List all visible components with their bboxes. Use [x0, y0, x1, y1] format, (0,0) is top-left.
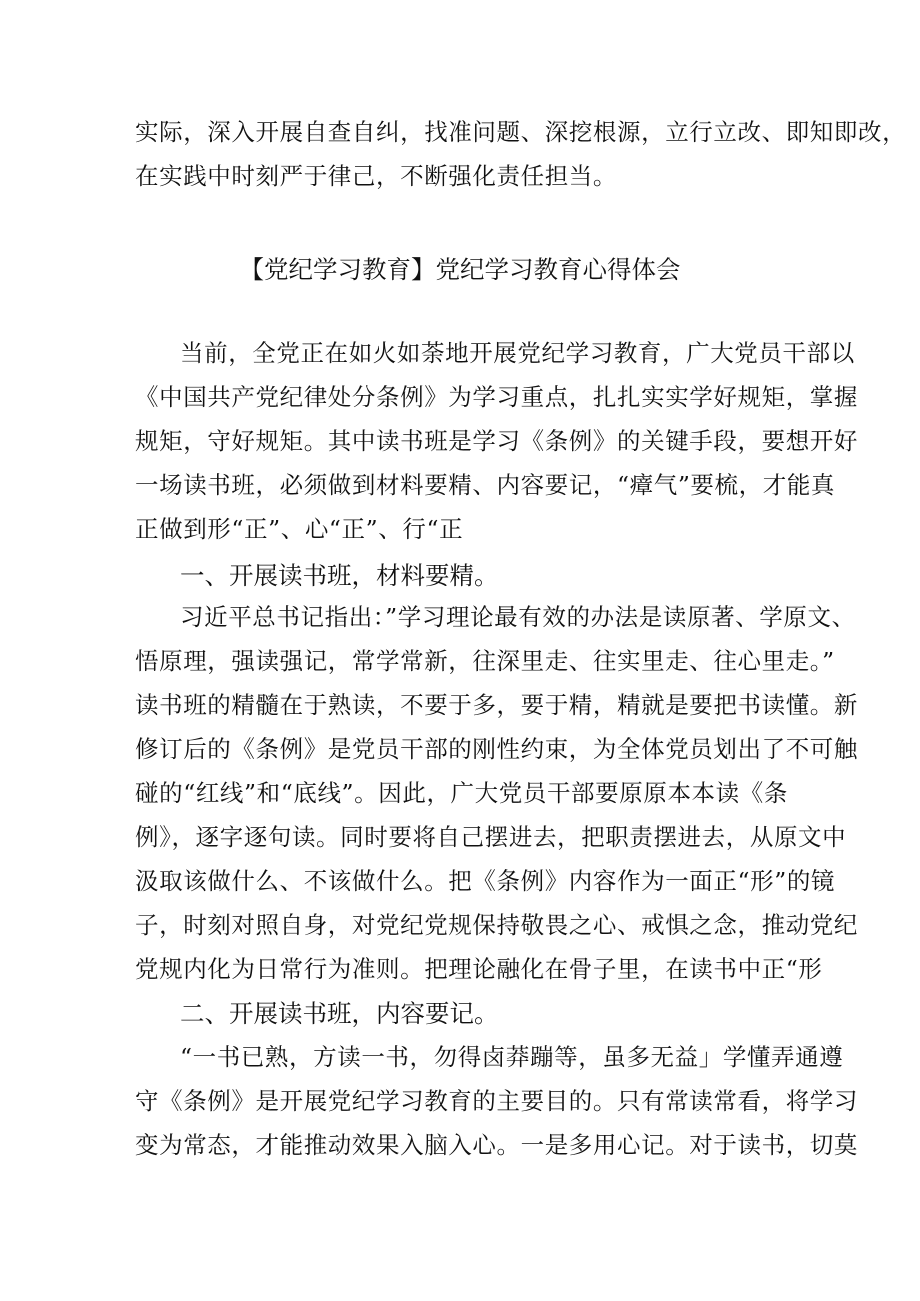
paragraph-line: 例》，逐字逐句读。同时要将自己摆进去，把职责摆进去，从原文中: [135, 823, 847, 851]
paragraph-line: 悟原理，强读强记，常学常新，往深里走、往实里走、往心里走。”: [135, 647, 835, 675]
paragraph-line: 子，时刻对照自身，对党纪党规保持敬畏之心、戒惧之念，推动党纪: [135, 911, 858, 939]
intro-line: 在实践中时刻严于律己，不断强化责任担当。: [135, 162, 617, 190]
paragraph-line: 当前，全党正在如火如荼地开展党纪学习教育，广大党员干部以: [180, 339, 855, 367]
paragraph-line: 修订后的《条例》是党员干部的刚性约束，为全体党员划出了不可触: [135, 735, 858, 763]
section-heading: 二、开展读书班，内容要记。: [180, 999, 499, 1028]
paragraph-line: 变为常态，才能推动效果入脑入心。一是多用心记。对于读书，切莫: [135, 1131, 858, 1159]
paragraph-line: 习近平总书记指出：”学习理论最有效的办法是读原著、学原文、: [180, 603, 856, 631]
paragraph-line: 《中国共产党纪律处分条例》为学习重点，扎扎实实学好规矩，掌握: [135, 383, 858, 411]
article-title: 【党纪学习教育】党纪学习教育心得体会: [239, 255, 681, 284]
paragraph-line: 碰的“红线”和“底线”。因此，广大党员干部要原原本本读《条: [135, 779, 788, 807]
paragraph-line: 规矩，守好规矩。其中读书班是学习《条例》的关键手段，要想开好: [135, 427, 858, 455]
paragraph-line: “一书已熟，方读一书，勿得卤莽蹦等，虽多无益」学懂弄通遵: [180, 1043, 844, 1071]
intro-line: 实际，深入开展自查自纠，找准问题、深挖根源，立行立改、即知即改，: [135, 118, 907, 146]
paragraph-line: 一场读书班，必须做到材料要精、内容要记，“瘴气”要梳，才能真: [135, 471, 836, 499]
paragraph-line: 读书班的精髓在于熟读，不要于多，要于精，精就是要把书读懂。新: [135, 691, 858, 719]
paragraph-line: 党规内化为日常行为准则。把理论融化在骨子里，在读书中正“形: [135, 955, 823, 983]
paragraph-line: 汲取该做什么、不该做什么。把《条例》内容作为一面正“形”的镜: [135, 867, 836, 895]
section-heading: 一、开展读书班，材料要精。: [180, 561, 499, 590]
paragraph-line: 正做到形“正”、心“正”、行“正: [135, 515, 464, 543]
paragraph-line: 守《条例》是开展党纪学习教育的主要目的。只有常读常看，将学习: [135, 1087, 858, 1115]
